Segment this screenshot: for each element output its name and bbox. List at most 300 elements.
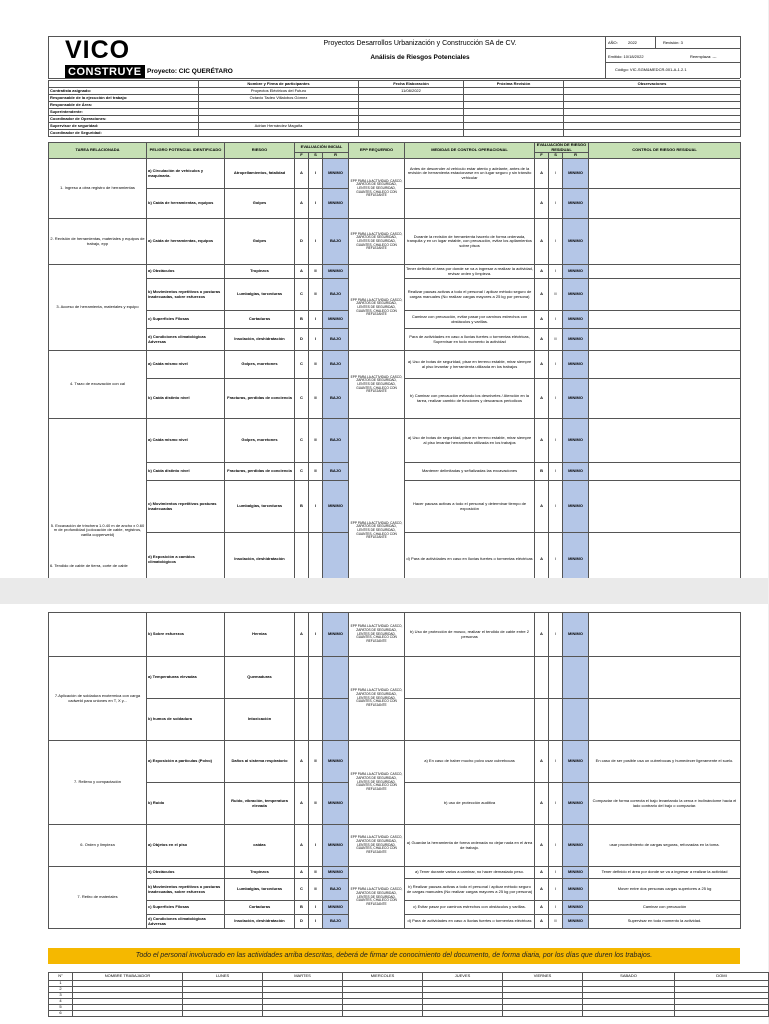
initial-s: II: [309, 351, 323, 379]
residual-s: I: [549, 533, 563, 587]
hazard-cell: b) Movimientos repetitivos o posturas inadecuadas, sobre esfuerzos: [147, 879, 225, 901]
residual-f: A: [535, 379, 549, 419]
residual-f: B: [535, 463, 549, 481]
task-cell: [49, 613, 147, 657]
residual-r: MINIMO: [563, 915, 589, 929]
risk-cell: Intoxicación: [225, 699, 295, 741]
risk-table-page-1: [48, 142, 741, 643]
info-value[interactable]: [199, 102, 359, 109]
residual-f: A: [535, 351, 549, 379]
residual-control: Tener definido el área por donde se va a ingresar a realizar la actividad: [589, 867, 741, 879]
info-label: Responsable de la ejecución del trabajo:: [49, 95, 199, 102]
initial-r: BAJO: [323, 379, 349, 419]
residual-s: I: [549, 783, 563, 825]
hazard-cell: b) Movimientos repetitivos o posturas inadecuadas, sobre esfuerzos: [147, 279, 225, 311]
residual-s: I: [549, 613, 563, 657]
info-obs[interactable]: [564, 88, 741, 95]
hazard-cell: a) Exposición a partículas (Polvo): [147, 741, 225, 783]
risk-cell: Quemaduras: [225, 657, 295, 699]
th-s: S: [309, 153, 323, 159]
attendance-cell[interactable]: [675, 1011, 769, 1017]
th-peligro: PELIGRO POTENCIAL IDENTIFICADO: [147, 143, 225, 159]
task-cell: 1. Ingreso a obra registro de herramientas: [49, 159, 147, 219]
info-row: [49, 88, 741, 95]
info-revision[interactable]: [464, 88, 564, 95]
initial-f: A: [295, 741, 309, 783]
residual-control: [589, 265, 741, 279]
residual-control: [589, 351, 741, 379]
info-row: [49, 102, 741, 109]
initial-r: [323, 657, 349, 699]
initial-r: MINIMO: [323, 741, 349, 783]
initial-r: MINIMO: [323, 159, 349, 189]
info-table: [48, 80, 741, 137]
residual-control: [589, 219, 741, 265]
residual-f: [535, 699, 549, 741]
attendance-header: SABADO: [583, 973, 675, 981]
initial-s: II: [309, 265, 323, 279]
control-measure: b) uso de protección auditiva: [405, 783, 535, 825]
control-measure: Realizar pausas activas a todo el personal / aplicar método seguro de cargas manuales (No realizar cargas mayores a 25 kg por persona): [405, 279, 535, 311]
risk-cell: Lumbalgias, torceduras: [225, 481, 295, 533]
anio-value: 2022: [628, 40, 637, 45]
logo-top-text: VICO: [65, 36, 131, 64]
initial-f: C: [295, 279, 309, 311]
page-gap: [0, 578, 768, 604]
hazard-cell: a) Circulación de vehículos y maquinaria.: [147, 159, 225, 189]
attendance-number: 2: [49, 987, 73, 993]
risk-cell: Ruido, vibración, temperatura elevada: [225, 783, 295, 825]
hazard-cell: c) Superficies Filosas: [147, 311, 225, 329]
info-obs[interactable]: [564, 102, 741, 109]
residual-s: I: [549, 159, 563, 189]
initial-f: A: [295, 159, 309, 189]
residual-r: MINIMO: [563, 159, 589, 189]
attendance-header: DOMI: [675, 973, 769, 981]
risk-cell: Golpes: [225, 219, 295, 265]
residual-f: A: [535, 915, 549, 929]
residual-r: MINIMO: [563, 219, 589, 265]
th-r: R: [323, 153, 349, 159]
residual-r: MINIMO: [563, 867, 589, 879]
initial-f: A: [295, 825, 309, 867]
residual-control: [589, 279, 741, 311]
residual-r: MINIMO: [563, 879, 589, 901]
codigo-text: Código: VIC-SGM&MEDCR-001-A-1.2.1: [615, 67, 687, 72]
attendance-header: MIERCOLES: [343, 973, 423, 981]
attendance-table: [48, 972, 769, 1017]
info-value[interactable]: [199, 130, 359, 137]
residual-s: I: [549, 901, 563, 915]
hazard-cell: b) Caída de herramientas, equipos: [147, 189, 225, 219]
attendance-cell[interactable]: [583, 1011, 675, 1017]
info-revision[interactable]: [464, 123, 564, 130]
risk-cell: Daños al sistema respiratorio: [225, 741, 295, 783]
residual-s: I: [549, 463, 563, 481]
initial-r: MINIMO: [323, 189, 349, 219]
risk-table-page-2: [48, 612, 741, 929]
residual-r: MINIMO: [563, 481, 589, 533]
initial-r: [323, 699, 349, 741]
hazard-cell: b) Caída distinto nivel: [147, 463, 225, 481]
initial-r: MINIMO: [323, 481, 349, 533]
residual-r: MINIMO: [563, 351, 589, 379]
info-value[interactable]: Proyectos Eléctricos del Futuro: [199, 88, 359, 95]
info-fecha[interactable]: 11/08/2022: [359, 88, 464, 95]
table-row: [49, 825, 741, 867]
task-cell: 7. Relleno y compactación: [49, 741, 147, 825]
task-cell: 2. Revisión de herramientas, materiales y equipos de trabajo, epp: [49, 219, 147, 265]
initial-r: MINIMO: [323, 867, 349, 879]
residual-control: Caminar con precaución: [589, 901, 741, 915]
risk-cell: Golpes, moretones: [225, 351, 295, 379]
residual-s: [549, 657, 563, 699]
initial-f: C: [295, 351, 309, 379]
info-value[interactable]: [199, 116, 359, 123]
initial-s: II: [309, 783, 323, 825]
attendance-number: 3: [49, 993, 73, 999]
hazard-cell: a) Obstáculos: [147, 265, 225, 279]
info-revision[interactable]: [464, 109, 564, 116]
hazard-cell: a) Obstáculos: [147, 867, 225, 879]
initial-r: BAJO: [323, 879, 349, 901]
residual-s: I: [549, 867, 563, 879]
hazard-cell: b) Caída distinto nivel: [147, 379, 225, 419]
info-label: Coordinador de Seguridad:: [49, 130, 199, 137]
residual-f: [535, 657, 549, 699]
initial-f: A: [295, 613, 309, 657]
initial-f: A: [295, 189, 309, 219]
initial-f: D: [295, 329, 309, 351]
initial-f: A: [295, 783, 309, 825]
control-measure: a) Uso de botas de seguridad, pisar en terreno estable, mirar siempre al piso levantar y herramienta utilizada en los trabajos: [405, 351, 535, 379]
initial-f: [295, 657, 309, 699]
epp-cell: EPP PARA LA ACTIVIDAD: CASCO, ZAPATOS DE SEGURIDAD, LENTES DE SEGURIDAD, GUANTES, CHALECO CON REFLEJANTE: [349, 419, 405, 643]
th-eval-residual: EVALUACIÓN DE RIESGO RESIDUAL: [535, 143, 589, 153]
initial-s: I: [309, 329, 323, 351]
task-cell: 4. Trazo de excavación con cal: [49, 351, 147, 419]
residual-r: MINIMO: [563, 279, 589, 311]
risk-cell: caídas: [225, 825, 295, 867]
info-fecha[interactable]: [359, 95, 464, 102]
residual-control: Mover entre dos personas cargas superiores a 25 kg: [589, 879, 741, 901]
th-tarea: TAREA RELACIONADA: [49, 143, 147, 159]
residual-f: A: [535, 825, 549, 867]
hazard-cell: a) Objetos en el piso: [147, 825, 225, 867]
th-rs: S: [549, 153, 563, 159]
hazard-cell: a) Temperaturas elevadas: [147, 657, 225, 699]
attendance-cell[interactable]: [503, 1011, 583, 1017]
attendance-cell[interactable]: [343, 1011, 423, 1017]
residual-f: A: [535, 783, 549, 825]
col-nombre-header: Nombre y Firma de participantes: [199, 81, 359, 88]
info-fecha[interactable]: [359, 109, 464, 116]
table-row: [49, 741, 741, 783]
control-measure: Hacer pausas activas a todo el personal y determinar tiempo de exposición: [405, 481, 535, 533]
initial-s: II: [309, 379, 323, 419]
residual-s: I: [549, 311, 563, 329]
info-row: [49, 116, 741, 123]
th-eval-inicial: EVALUACIÓN INICIAL: [295, 143, 349, 153]
hazard-cell: a) Caída mismo nivel: [147, 419, 225, 463]
info-fecha[interactable]: [359, 123, 464, 130]
table-row: [49, 219, 741, 265]
page-2: [0, 604, 768, 1024]
info-revision[interactable]: [464, 130, 564, 137]
residual-f: A: [535, 879, 549, 901]
attendance-number: 5: [49, 1005, 73, 1011]
info-obs[interactable]: [564, 116, 741, 123]
residual-s: I: [549, 741, 563, 783]
residual-s: II: [549, 329, 563, 351]
residual-s: I: [549, 189, 563, 219]
residual-s: I: [549, 879, 563, 901]
initial-s: I: [309, 159, 323, 189]
epp-cell: EPP PARA LA ACTIVIDAD: CASCO, ZAPATOS DE SEGURIDAD, LENTES DE SEGURIDAD, GUANTES, CHALECO CON REFLEJANTE: [349, 613, 405, 657]
risk-cell: Hernias: [225, 613, 295, 657]
task-cell: 5. Excavación de trinchera 1.0.40 m de ancho x 0.60 m de profundidad (colocación de cable, registros, varilla copperweld): [49, 419, 147, 643]
control-measure: [405, 657, 535, 699]
info-revision[interactable]: [464, 116, 564, 123]
initial-r: MINIMO: [323, 311, 349, 329]
table-row: [49, 419, 741, 463]
initial-f: C: [295, 379, 309, 419]
reemplaza-text: Reemplaza: ---: [690, 54, 717, 59]
residual-r: MINIMO: [563, 783, 589, 825]
company-name: Proyectos Desarrollos Urbanización y Construcción SA de CV.: [323, 40, 517, 47]
info-obs[interactable]: [564, 109, 741, 116]
info-fecha[interactable]: [359, 130, 464, 137]
attendance-header: MARTES: [263, 973, 343, 981]
control-measure: a) Uso de botas de seguridad, pisar en terreno estable, mirar siempre al piso levantar herramienta utilizada en los trabajos: [405, 419, 535, 463]
info-row: [49, 130, 741, 137]
task-cell: 6. Orden y limpieza: [49, 825, 147, 867]
info-label: Contratista asignado:: [49, 88, 199, 95]
residual-r: MINIMO: [563, 265, 589, 279]
hazard-cell: d) Condiciones climatológicas Adversas: [147, 329, 225, 351]
info-fecha[interactable]: [359, 116, 464, 123]
page1-tail-task: 6. Tendido de cable de tierra, corte de cable: [50, 563, 128, 568]
initial-f: C: [295, 419, 309, 463]
attendance-number: 6: [49, 1011, 73, 1017]
hazard-cell: b) Ruido: [147, 783, 225, 825]
initial-f: B: [295, 901, 309, 915]
residual-control: [589, 329, 741, 351]
table-row: [49, 265, 741, 279]
info-fecha[interactable]: [359, 102, 464, 109]
residual-f: A: [535, 533, 549, 587]
epp-cell: EPP PARA LA ACTIVIDAD: CASCO, ZAPATOS DE SEGURIDAD, LENTES DE SEGURIDAD, GUANTES, CHALECO CON REFLEJANTE: [349, 265, 405, 351]
residual-s: I: [549, 825, 563, 867]
residual-control: Supervisar en todo momento la actividad.: [589, 915, 741, 929]
residual-control: [589, 419, 741, 463]
emitido-text: Emitido: 10/18/2022: [608, 54, 644, 59]
residual-r: MINIMO: [563, 463, 589, 481]
residual-f: A: [535, 481, 549, 533]
residual-control: usar procedimiento de cargas seguras, reforzadas en la toma.: [589, 825, 741, 867]
initial-r: BAJO: [323, 419, 349, 463]
attendance-cell[interactable]: [73, 1011, 183, 1017]
attendance-number: 4: [49, 999, 73, 1005]
risk-cell: Insolación, deshidratación: [225, 533, 295, 587]
initial-f: [295, 699, 309, 741]
info-label: Supervisor de seguridad:: [49, 123, 199, 130]
doc-title: Análisis de Riesgos Potenciales: [370, 54, 470, 61]
risk-cell: Tropiezos: [225, 867, 295, 879]
control-measure: [405, 699, 535, 741]
initial-f: D: [295, 219, 309, 265]
control-measure: b) Uso de protección de mosco, realizar el tendido de cable entre 2 personas: [405, 613, 535, 657]
residual-s: I: [549, 351, 563, 379]
initial-r: BAJO: [323, 329, 349, 351]
th-riesgo: RIESGO: [225, 143, 295, 159]
info-label: Coordinador de Operaciones:: [49, 116, 199, 123]
residual-f: A: [535, 265, 549, 279]
control-measure: a) Tener durante varios a caminar, no hacer demasiado peso.: [405, 867, 535, 879]
initial-f: A: [295, 867, 309, 879]
risk-cell: Fracturas, perdidas de conciencia: [225, 463, 295, 481]
residual-control: [589, 481, 741, 533]
residual-control: En caso de ser posible usa un cubrebocas y humedecer ligeramente el suelo.: [589, 741, 741, 783]
info-value[interactable]: Adrian Hernández Magaña: [199, 123, 359, 130]
attendance-row: [49, 1011, 769, 1017]
residual-control: [589, 311, 741, 329]
residual-r: MINIMO: [563, 189, 589, 219]
risk-cell: Tropiezos: [225, 265, 295, 279]
residual-f: A: [535, 901, 549, 915]
residual-control: Compactar de forma correcta el bajo levantando la cerca e inclinándome hacia el lado contrario del bajo o compactar.: [589, 783, 741, 825]
control-measure: [405, 189, 535, 219]
attendance-header: LUNES: [183, 973, 263, 981]
control-measure: Durante la revisión de herramienta hacerlo de forma ordenada, tranquila y en un lugar estable, con precaución, evitar los apilamientos sobre pisos: [405, 219, 535, 265]
residual-f: A: [535, 159, 549, 189]
table-row: [49, 657, 741, 699]
initial-s: I: [309, 613, 323, 657]
residual-s: I: [549, 481, 563, 533]
residual-control: [589, 657, 741, 699]
attendance-header: VIERNES: [503, 973, 583, 981]
attendance-header: N°: [49, 973, 73, 981]
residual-s: I: [549, 265, 563, 279]
initial-r: MINIMO: [323, 265, 349, 279]
residual-r: MINIMO: [563, 419, 589, 463]
residual-r: MINIMO: [563, 825, 589, 867]
info-revision[interactable]: [464, 102, 564, 109]
risk-cell: Insolación, deshidratación: [225, 329, 295, 351]
th-rf: F: [535, 153, 549, 159]
task-cell: 7.Aplicación de soldadura exotermica con carga cadweld para uniones en T, X y...: [49, 657, 147, 741]
col-fecha-header: Fecha Elaboración: [359, 81, 464, 88]
initial-f: C: [295, 879, 309, 901]
residual-f: A: [535, 419, 549, 463]
info-obs[interactable]: [564, 130, 741, 137]
table-row: [49, 867, 741, 879]
control-measure: d) Para de actividades en caso en lluvias fuertes o tormentas eléctricas: [405, 533, 535, 587]
info-value[interactable]: Octavio Tadeo Villalobos Gómez: [199, 95, 359, 102]
initial-r: MINIMO: [323, 825, 349, 867]
th-control-residual: CONTROL DE RIESGO RESIDUAL: [589, 143, 741, 159]
residual-r: MINIMO: [563, 379, 589, 419]
info-obs[interactable]: [564, 95, 741, 102]
initial-f: D: [295, 915, 309, 929]
risk-cell: Insolación, deshidratación: [225, 915, 295, 929]
table-row: [49, 351, 741, 379]
info-label: Responsable de Área:: [49, 102, 199, 109]
anio-label: AÑO:: [608, 40, 618, 45]
info-revision[interactable]: [464, 95, 564, 102]
control-measure: a) Guardar la herramienta de forma ordenada no dejar nada en el área de trabajo.: [405, 825, 535, 867]
hazard-cell: c) Movimientos repetitivos posturas inadecuadas: [147, 481, 225, 533]
residual-s: II: [549, 915, 563, 929]
hazard-cell: a) Caída mismo nivel: [147, 351, 225, 379]
residual-s: I: [549, 219, 563, 265]
residual-f: A: [535, 741, 549, 783]
initial-s: I: [309, 901, 323, 915]
initial-s: I: [309, 189, 323, 219]
risk-cell: Lumbalgias, torceduras: [225, 279, 295, 311]
risk-cell: Cortaduras: [225, 311, 295, 329]
col-obs-header: Observaciones: [564, 81, 741, 88]
attendance-cell[interactable]: [423, 1011, 503, 1017]
th-f: F: [295, 153, 309, 159]
attendance-header: JUEVES: [423, 973, 503, 981]
residual-s: I: [549, 419, 563, 463]
initial-s: II: [309, 879, 323, 901]
residual-r: MINIMO: [563, 311, 589, 329]
initial-s: II: [309, 463, 323, 481]
attendance-cell[interactable]: [183, 1011, 263, 1017]
epp-cell: EPP PARA LA ACTIVIDAD: CASCO, ZAPATOS DE SEGURIDAD, LENTES DE SEGURIDAD, GUANTES, CHALECO CON REFLEJANTE: [349, 657, 405, 741]
residual-r: [563, 657, 589, 699]
initial-r: MINIMO: [323, 783, 349, 825]
hazard-cell: d) Condiciones climatológicas Adversas: [147, 915, 225, 929]
th-epp: EPP REQUERIDO: [349, 143, 405, 159]
attendance-cell[interactable]: [263, 1011, 343, 1017]
risk-cell: Golpes: [225, 189, 295, 219]
info-label: Superintendente:: [49, 109, 199, 116]
residual-f: A: [535, 219, 549, 265]
col-revision-header: Próxima Revisión: [464, 81, 564, 88]
hazard-cell: d) Exposición a cambios climatológicos: [147, 533, 225, 587]
initial-f: B: [295, 481, 309, 533]
residual-f: A: [535, 329, 549, 351]
epp-cell: EPP PARA LA ACTIVIDAD: CASCO, ZAPATOS DE SEGURIDAD, LENTES DE SEGURIDAD, GUANTES, CHALECO CON REFLEJANTE: [349, 159, 405, 219]
control-measure: b) Caminar con precaución evitando los desniveles / Atención en la tarea, realizar cambio de funciones y descansos periodicos: [405, 379, 535, 419]
info-obs[interactable]: [564, 123, 741, 130]
initial-f: C: [295, 463, 309, 481]
initial-r: BAJO: [323, 351, 349, 379]
residual-f: A: [535, 279, 549, 311]
initial-s: II: [309, 867, 323, 879]
residual-f: A: [535, 189, 549, 219]
initial-s: I: [309, 825, 323, 867]
control-measure: Caminar con precaución, evitar pasar por caminos estrechos con obstáculos y varillas.: [405, 311, 535, 329]
residual-r: [563, 699, 589, 741]
initial-r: BAJO: [323, 279, 349, 311]
th-medidas: MEDIDAS DE CONTROL OPERACIONAL: [405, 143, 535, 159]
task-cell: 7. Retiro de materiales: [49, 867, 147, 929]
epp-cell: EPP PARA LA ACTIVIDAD: CASCO, ZAPATOS DE SEGURIDAD, LENTES DE SEGURIDAD, GUANTES, CHALECO CON REFLEJANTE: [349, 219, 405, 265]
residual-r: MINIMO: [563, 741, 589, 783]
info-value[interactable]: [199, 109, 359, 116]
info-row: [49, 109, 741, 116]
initial-r: BAJO: [323, 463, 349, 481]
initial-s: II: [309, 279, 323, 311]
residual-control: [589, 699, 741, 741]
control-measure: Tener definido el área por donde se va a ingresar a realizar la actividad, revisar orden y limpieza.: [405, 265, 535, 279]
residual-r: MINIMO: [563, 613, 589, 657]
task-cell: 3. Acceso de herramienta, materiales y equipo: [49, 265, 147, 351]
